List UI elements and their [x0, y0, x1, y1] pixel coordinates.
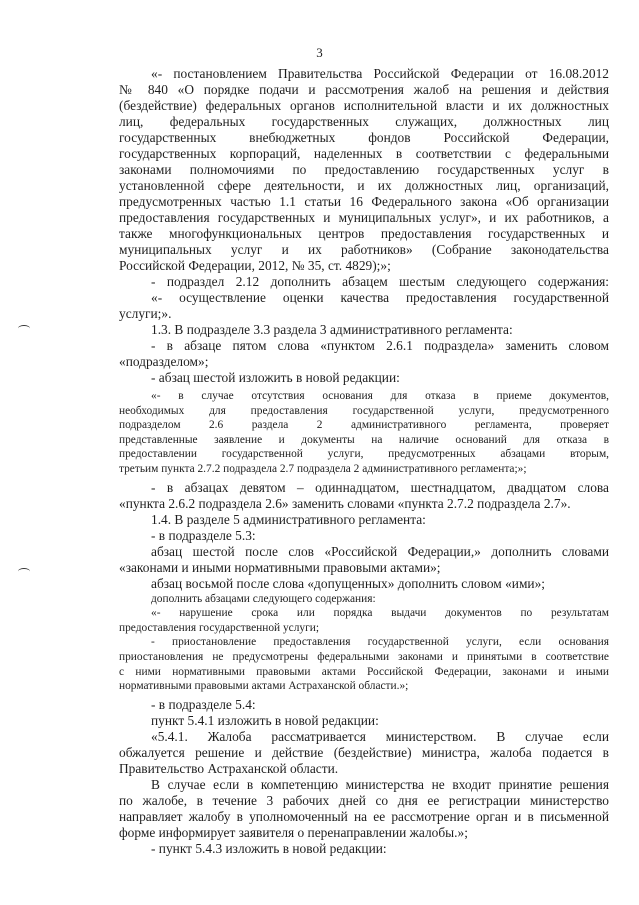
text-line: - в подразделе 5.3:: [151, 527, 256, 543]
document-body: [119, 66, 609, 857]
text-line: лиц, федеральных государственных служащих, должностных лиц: [119, 114, 609, 129]
text-line: № 840 «О порядке подачи и рассмотрения жалоб на решения и действия: [119, 82, 609, 97]
text-line: Российской Федерации, 2012, № 35, ст. 4829);»;: [119, 258, 391, 273]
text-line: предоставления государственной услуги;: [119, 621, 320, 634]
page-number: 3: [316, 45, 323, 60]
text-line: необходимых для предоставления государственной услуги, предусмотренного: [119, 404, 609, 417]
text-line: государственных внебюджетных фондов Российской Федерации,: [119, 130, 609, 145]
punch-hole-mark: [18, 568, 30, 575]
text-line: дополнить абзацами следующего содержания:: [151, 592, 376, 605]
text-line: обжалуется решение и действие (бездействие) министра, жалоба подается в: [119, 744, 609, 760]
text-line: 1.3. В подразделе 3.3 раздела 3 административного регламента:: [151, 322, 513, 337]
text-line: пункт 5.4.1 изложить в новой редакции:: [151, 712, 379, 728]
text-line: «- в случае отсутствия основания для отказа в приеме документов,: [151, 390, 609, 402]
text-line: - в абзаце пятом слова «пунктом 2.6.1 подраздела» заменить словом: [151, 338, 609, 353]
text-line: государственных корпораций, наделенных в соответствии с федеральными: [119, 146, 609, 161]
text-line: приостановления не предусмотрены федеральными законами и принятыми в соответствие: [119, 650, 609, 663]
text-line: подразделом 2.6 раздела 2 административного регламента, проверяет: [119, 419, 609, 432]
text-line: «- осуществление оценки качества предоставления государственной: [151, 290, 609, 305]
text-line: - в подразделе 5.4:: [151, 696, 256, 712]
text-line: 1.4. В разделе 5 административного регламента:: [151, 511, 426, 527]
text-line: нормативными правовыми актами Астраханской области.»;: [119, 680, 409, 693]
text-line: форме информирует заявителя о перенаправлении жалобы.»;: [119, 824, 468, 840]
text-line: с ними нормативными правовыми актами Российской Федерации, законами и иными: [119, 665, 609, 678]
text-line: - приостановление предоставления государственной услуги, если основания: [151, 636, 609, 649]
text-line: (бездействие) федеральных органов исполнительной власти и их должностных: [119, 98, 609, 113]
text-line: муниципальных услуг и их работников» (Собрание законодательства: [119, 242, 609, 257]
text-line: предоставления государственных и муниципальных услуг», и их работников, а: [119, 210, 609, 225]
text-line: «законами и иными нормативными правовыми актами»;: [119, 559, 441, 575]
text-line: «пункта 2.6.2 подраздела 2.6» заменить словами «пункта 2.7.2 подраздела 2.7».: [119, 495, 571, 511]
punch-hole-mark: [18, 325, 30, 332]
text-line: - подраздел 2.12 дополнить абзацем шестым следующего содержания:: [151, 274, 609, 289]
text-line: законами полномочиями по предоставлению государственных услуг в: [119, 162, 609, 177]
text-line: абзац восьмой после слова «допущенных» дополнить словом «ими»;: [151, 575, 545, 591]
text-line: представленные заявление и документы на наличие оснований для отказа в: [119, 433, 609, 446]
text-line: «- нарушение срока или порядка выдачи документов по результатам: [151, 607, 609, 620]
text-line: «- постановлением Правительства Российской Федерации от 16.08.2012: [151, 66, 609, 81]
text-line: В случае если в компетенцию министерства не входит принятие решения: [151, 776, 609, 792]
text-line: третьим пункта 2.7.2 подраздела 2.7 подраздела 2 административного регламента;»;: [119, 462, 527, 475]
text-line: по жалобе, в течение 3 рабочих дней со дня ее регистрации министерство: [119, 792, 609, 808]
text-line: услуги;».: [119, 306, 172, 321]
text-line: абзац шестой после слов «Российской Федерации,» дополнить словами: [151, 543, 609, 559]
text-line: «подразделом»;: [119, 354, 209, 369]
text-line: направляет жалобу в уполномоченный на ее рассмотрение орган и в письменной: [119, 808, 609, 824]
text-line: установленной сфере деятельности, и их должностных лиц, организаций,: [119, 178, 609, 193]
text-line: - в абзацах девятом – одиннадцатом, шестнадцатом, двадцатом слова: [151, 479, 609, 495]
text-line: также многофункциональных центров предоставления государственных и: [119, 226, 609, 241]
text-line: - пункт 5.4.3 изложить в новой редакции:: [151, 840, 387, 856]
text-line: Правительство Астраханской области.: [119, 760, 339, 776]
text-line: - абзац шестой изложить в новой редакции:: [151, 370, 400, 385]
text-line: «5.4.1. Жалоба рассматривается министерством. В случае если: [151, 728, 609, 744]
text-line: предусмотренных частью 1.1 статьи 16 Федерального закона «Об организации: [119, 194, 609, 209]
text-line: предоставлении государственной услуги, предусмотренных абзацами вторым,: [119, 448, 609, 461]
